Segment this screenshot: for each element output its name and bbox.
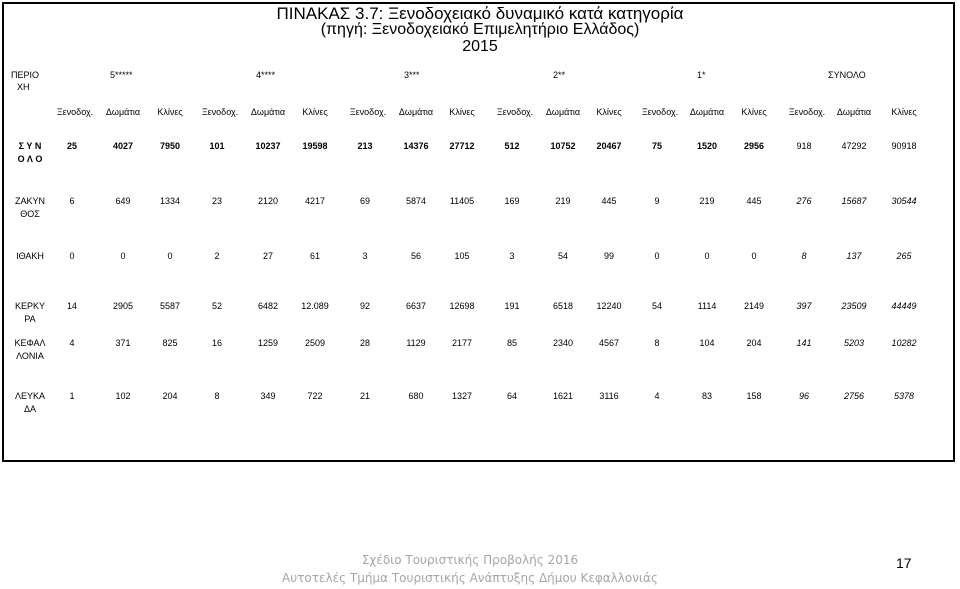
table-cell: 0 (167, 251, 173, 261)
table-cell: 2509 (304, 338, 326, 348)
table-cell: 83 (701, 391, 712, 401)
table-cell: 99 (603, 251, 614, 261)
column-subheader: Ξενοδοχ. (641, 107, 679, 117)
table-year: 2015 (462, 38, 498, 55)
table-cell: 191 (504, 301, 520, 311)
table-cell: 6518 (552, 301, 574, 311)
table-cell: 0 (654, 251, 660, 261)
table-cell: 349 (260, 391, 276, 401)
table-cell: 445 (746, 196, 762, 206)
table-cell: 6637 (405, 301, 427, 311)
table-cell: 75 (651, 141, 662, 151)
table-cell: 4217 (304, 196, 326, 206)
table-cell: 10752 (550, 141, 576, 151)
table-cell: 101 (209, 141, 225, 151)
table-cell: 1334 (159, 196, 181, 206)
table-cell: 61 (309, 251, 320, 261)
table-source: (πηγή: Ξενοδοχειακό Επιμελητήριο Ελλάδος) (320, 21, 640, 38)
table-cell: 5378 (893, 391, 915, 401)
table-cell: 204 (746, 338, 762, 348)
row-region-name: ΔΑ (23, 404, 36, 414)
category-header: 4**** (256, 70, 276, 80)
table-cell: 85 (506, 338, 517, 348)
table-cell: 14 (66, 301, 77, 311)
column-subheader: Κλίνες (891, 107, 917, 117)
table-cell: 64 (506, 391, 517, 401)
table-cell: 2177 (451, 338, 473, 348)
table-cell: 5587 (159, 301, 181, 311)
table-cell: 2120 (257, 196, 279, 206)
table-cell: 104 (699, 338, 715, 348)
table-cell: 213 (357, 141, 373, 151)
table-cell: 2756 (843, 391, 865, 401)
table-cell: 2956 (743, 141, 765, 151)
column-subheader: Δωμάτια (250, 107, 286, 117)
category-header: 2** (553, 70, 566, 80)
table-cell: 21 (359, 391, 370, 401)
table-cell: 0 (704, 251, 710, 261)
row-region-name: ΛΟΝΙΑ (16, 351, 44, 361)
table-cell: 445 (601, 196, 617, 206)
footer-document-title: Σχέδιο Τουριστικής Προβολής 2016 (361, 553, 579, 567)
table-cell: 680 (408, 391, 424, 401)
table-cell: 20467 (596, 141, 622, 151)
row-region-name: ΚΕΦΑΛ (14, 338, 46, 348)
table-cell: 397 (796, 301, 812, 311)
table-cell: 14376 (403, 141, 429, 151)
table-cell: 1129 (406, 338, 426, 348)
column-subheader: Ξενοδοχ. (349, 107, 387, 117)
table-cell: 4567 (598, 338, 620, 348)
region-header-line1: ΠΕΡΙΟ (11, 70, 40, 80)
table-cell: 16 (211, 338, 222, 348)
column-subheader: Ξενοδοχ. (56, 107, 94, 117)
table-cell: 96 (798, 391, 809, 401)
table-cell: 5203 (843, 338, 865, 348)
table-cell: 52 (211, 301, 222, 311)
table-cell: 7950 (159, 141, 181, 151)
table-cell: 12698 (449, 301, 475, 311)
table-cell: 27712 (449, 141, 475, 151)
table-cell: 1327 (451, 391, 473, 401)
table-cell: 512 (504, 141, 520, 151)
table-cell: 28 (359, 338, 370, 348)
table-cell: 30544 (891, 196, 917, 206)
table-cell: 722 (307, 391, 323, 401)
category-header: 3*** (404, 70, 420, 80)
table-cell: 6 (69, 196, 75, 206)
table-cell: 276 (796, 196, 812, 206)
footer-department: Αυτοτελές Τμήμα Τουριστικής Ανάπτυξης Δήμου Κεφαλλονιάς (282, 571, 658, 585)
table-cell: 0 (69, 251, 75, 261)
table-cell: 2905 (112, 301, 134, 311)
table-cell: 918 (796, 141, 812, 151)
table-cell: 1520 (696, 141, 718, 151)
table-cell: 47292 (841, 141, 867, 151)
table-cell: 23 (211, 196, 222, 206)
table-cell: 219 (555, 196, 571, 206)
table-cell: 0 (120, 251, 126, 261)
table-cell: 2 (214, 251, 220, 261)
table-cell: 825 (162, 338, 178, 348)
table-cell: 137 (846, 251, 862, 261)
column-subheader: Κλίνες (157, 107, 183, 117)
table-cell: 2340 (552, 338, 574, 348)
table-cell: 204 (162, 391, 178, 401)
table-cell: 10237 (255, 141, 281, 151)
table-cell: 3 (509, 251, 515, 261)
table-cell: 1114 (697, 301, 717, 311)
row-region-name: ΛΕΥΚΑ (14, 391, 46, 401)
column-subheader: Δωμάτια (689, 107, 725, 117)
table-cell: 10282 (891, 338, 917, 348)
column-subheader: Ξενοδοχ. (496, 107, 534, 117)
table-cell: 90918 (891, 141, 917, 151)
table-cell: 1621 (552, 391, 574, 401)
table-cell: 54 (651, 301, 662, 311)
table-cell: 141 (796, 338, 812, 348)
table-title: ΠΙΝΑΚΑΣ 3.7: Ξενοδοχειακό δυναμικό κατά κατηγορία (276, 4, 684, 23)
table-cell: 23509 (841, 301, 867, 311)
table-cell: 25 (66, 141, 77, 151)
row-region-name: ΡΑ (24, 314, 36, 324)
column-subheader: Κλίνες (449, 107, 475, 117)
table-cell: 5874 (405, 196, 427, 206)
table-cell: 19598 (302, 141, 328, 151)
column-subheader: Ξενοδοχ. (788, 107, 826, 117)
category-header: ΣΥΝΟΛΟ (828, 70, 866, 80)
table-cell: 219 (699, 196, 715, 206)
table-cell: 44449 (891, 301, 917, 311)
table-cell: 102 (115, 391, 131, 401)
page-number: 17 (896, 555, 912, 571)
table-cell: 15687 (841, 196, 867, 206)
table-cell: 92 (359, 301, 370, 311)
table-cell: 27 (262, 251, 273, 261)
table-cell: 6482 (257, 301, 279, 311)
table-cell: 3116 (599, 391, 619, 401)
row-region-name: ΖΑΚΥΝ (14, 196, 45, 206)
column-subheader: Κλίνες (741, 107, 767, 117)
column-subheader: Δωμάτια (545, 107, 581, 117)
row-region-name: ΙΘΑΚΗ (16, 251, 44, 261)
row-region-name: Ο Λ Ο (17, 154, 43, 164)
table-cell: 4 (69, 338, 75, 348)
table-cell: 105 (454, 251, 470, 261)
table-cell: 69 (359, 196, 370, 206)
row-region-name: ΘΟΣ (20, 209, 40, 219)
table-cell: 3 (362, 251, 368, 261)
row-region-name: Σ Υ Ν (18, 141, 42, 151)
table-cell: 4 (654, 391, 660, 401)
table-cell: 56 (410, 251, 421, 261)
table-cell: 12.089 (301, 301, 329, 311)
table-cell: 9 (654, 196, 660, 206)
table-cell: 8 (654, 338, 660, 348)
table-cell: 169 (504, 196, 520, 206)
table-cell: 2149 (743, 301, 765, 311)
table-cell: 12240 (596, 301, 622, 311)
table-cell: 371 (115, 338, 131, 348)
table-cell: 1259 (257, 338, 279, 348)
table-cell: 8 (214, 391, 220, 401)
table-cell: 11405 (449, 196, 475, 206)
table-cell: 649 (115, 196, 131, 206)
table-cell: 265 (896, 251, 912, 261)
region-header-line2: ΧΗ (17, 82, 30, 92)
category-header: 1* (697, 70, 706, 80)
category-header: 5***** (110, 70, 133, 80)
column-subheader: Δωμάτια (836, 107, 872, 117)
table-cell: 4027 (112, 141, 134, 151)
column-subheader: Δωμάτια (105, 107, 141, 117)
column-subheader: Κλίνες (596, 107, 622, 117)
row-region-name: ΚΕΡΚΥ (14, 301, 45, 311)
table-cell: 158 (746, 391, 762, 401)
table-cell: 0 (751, 251, 757, 261)
column-subheader: Ξενοδοχ. (201, 107, 239, 117)
table-cell: 1 (69, 391, 75, 401)
table-cell: 54 (557, 251, 568, 261)
column-subheader: Κλίνες (302, 107, 328, 117)
table-cell: 8 (801, 251, 807, 261)
column-subheader: Δωμάτια (398, 107, 434, 117)
